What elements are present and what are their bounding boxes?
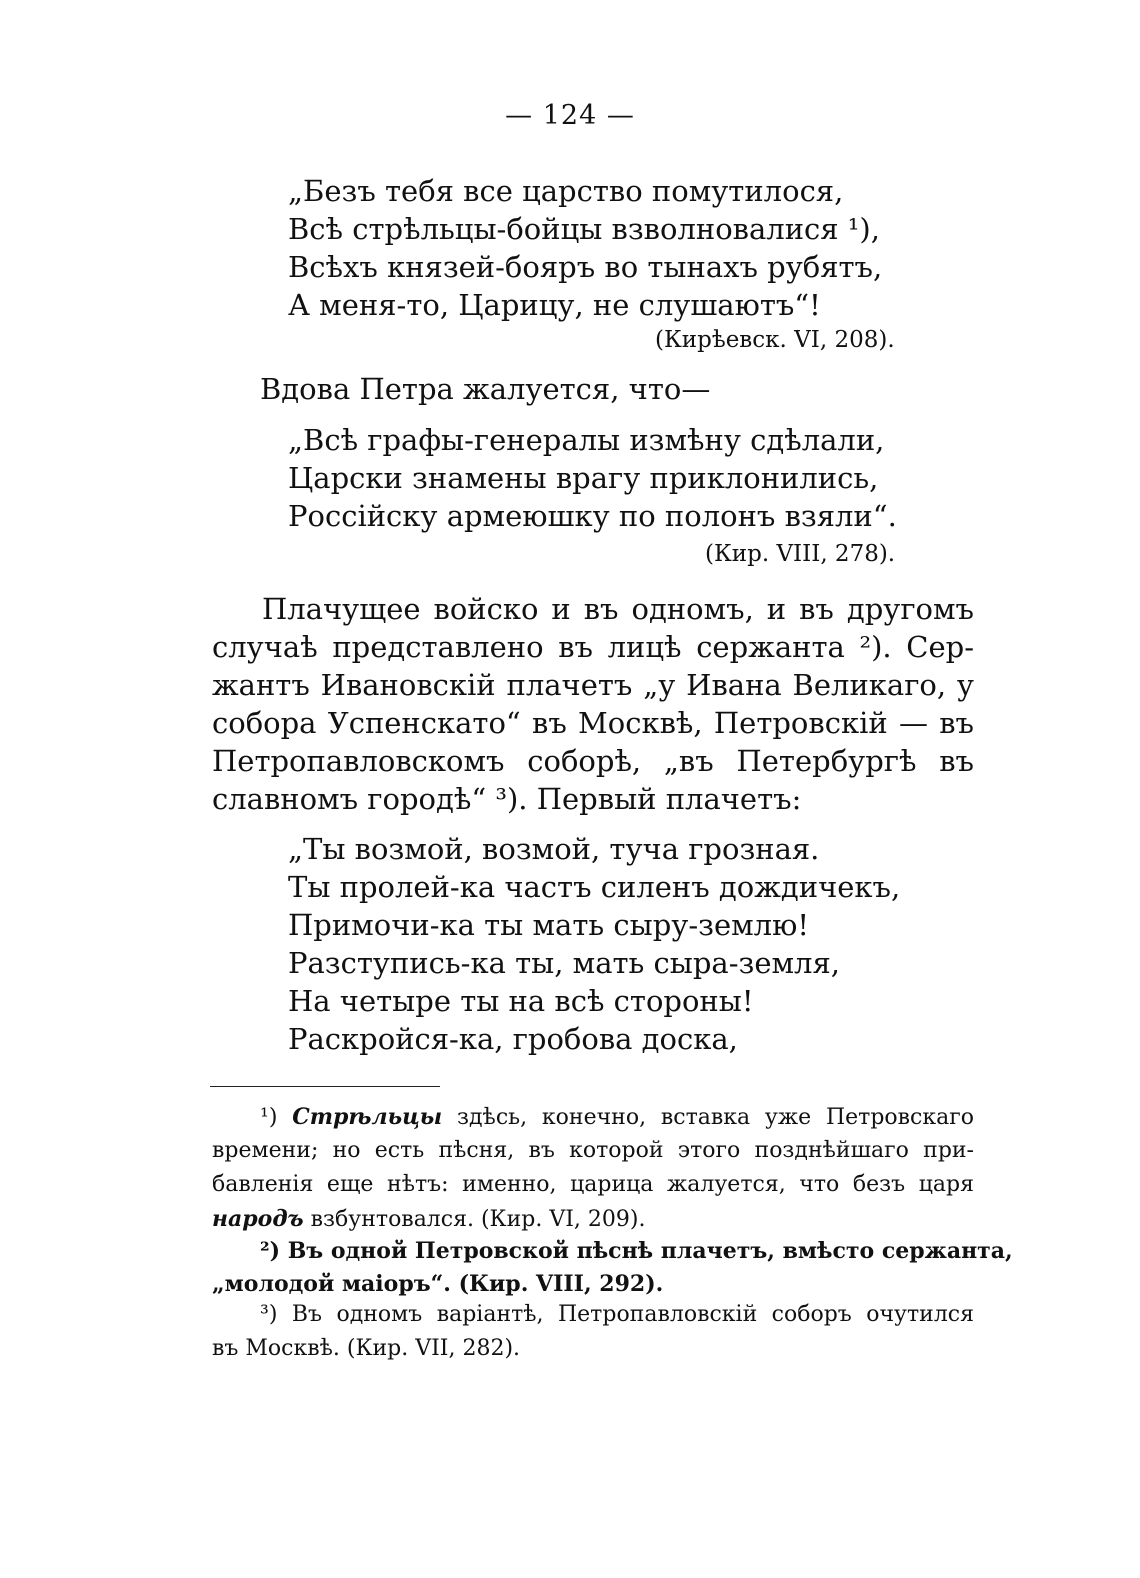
- footnote-line: времени; но есть пѣсня, въ которой этого позднѣйшаго при-: [212, 1138, 974, 1163]
- footnote-line: [212, 1203, 645, 1236]
- footnote-line: ³) Въ одномъ варіантѣ, Петропавловскій соборъ очутился: [260, 1302, 974, 1327]
- verse-line: Всѣ стрѣльцы-бойцы взволновалися ¹),: [288, 212, 880, 246]
- footnote-line: ²) Въ одной Петровской пѣснѣ плачетъ, вмѣсто сержанта,: [260, 1238, 1013, 1264]
- verse-line: „Безъ тебя все царство помутилося,: [288, 174, 844, 208]
- footnote-divider: [210, 1086, 440, 1087]
- footnote-line: „молодой маіоръ“. (Кир. VIII, 292).: [212, 1271, 664, 1297]
- verse-line: Всѣхъ князей-бояръ во тынахъ рубятъ,: [288, 250, 883, 284]
- poem-2: [288, 421, 897, 535]
- citation-2: (Кир. VIII, 278).: [705, 541, 896, 567]
- citation-1: (Кирѣевск. VI, 208).: [655, 327, 895, 353]
- verse-line: Примочи-ка ты мать сыру-землю!: [288, 908, 809, 942]
- paragraph-line: Плачущее войско и въ одномъ, и въ другомъ: [262, 592, 974, 626]
- paragraph-line: славномъ городѣ“ ³). Первый плачетъ:: [212, 782, 802, 816]
- footnote-text: здѣсь, конечно, вставка уже Петровскаго: [457, 1105, 975, 1130]
- footnote-line: [260, 1104, 974, 1130]
- verse-line: На четыре ты на всѣ стороны!: [288, 984, 754, 1018]
- verse-line: „Ты возмой, возмой, туча грозная.: [288, 832, 820, 866]
- footnote-mark: ¹): [260, 1105, 278, 1130]
- footnote-emphasis: народъ: [212, 1206, 304, 1232]
- footnote-text: взбунтовался. (Кир. VI, 209).: [310, 1207, 646, 1232]
- verse-line: А меня-то, Царицу, не слушаютъ“!: [288, 288, 821, 322]
- verse-line: Раскройся-ка, гробова доска,: [288, 1022, 738, 1056]
- page-number: — 124 —: [505, 100, 635, 131]
- verse-line: Царски знамены врагу приклонились,: [288, 461, 879, 495]
- paragraph-line: случаѣ представлено въ лицѣ сержанта ²). Сер-: [212, 630, 974, 664]
- intro-line: Вдова Петра жалуется, что—: [260, 372, 711, 406]
- verse-line: Ты пролей-ка частъ силенъ дождичекъ,: [288, 870, 901, 904]
- verse-line: Разступись-ка ты, мать сыра-земля,: [288, 946, 840, 980]
- footnote-line: въ Москвѣ. (Кир. VII, 282).: [212, 1336, 521, 1361]
- footnote-emphasis: Стрѣльцы: [292, 1104, 443, 1130]
- paragraph-line: собора Успенскато“ въ Москвѣ, Петровскій — въ: [212, 706, 974, 740]
- paragraph-line: Петропавловскомъ соборѣ, „въ Петербургѣ въ: [212, 744, 974, 778]
- poem-1: [288, 172, 882, 324]
- poem-3: [288, 830, 900, 1058]
- verse-line: Россійску армеюшку по полонъ взяли“.: [288, 499, 897, 533]
- verse-line: „Всѣ графы-генералы измѣну сдѣлали,: [288, 423, 885, 457]
- paragraph-line: жантъ Ивановскій плачетъ „у Ивана Великаго, у: [212, 668, 974, 702]
- footnote-line: бавленія еще нѣтъ: именно, царица жалуется, что безъ царя: [212, 1172, 974, 1197]
